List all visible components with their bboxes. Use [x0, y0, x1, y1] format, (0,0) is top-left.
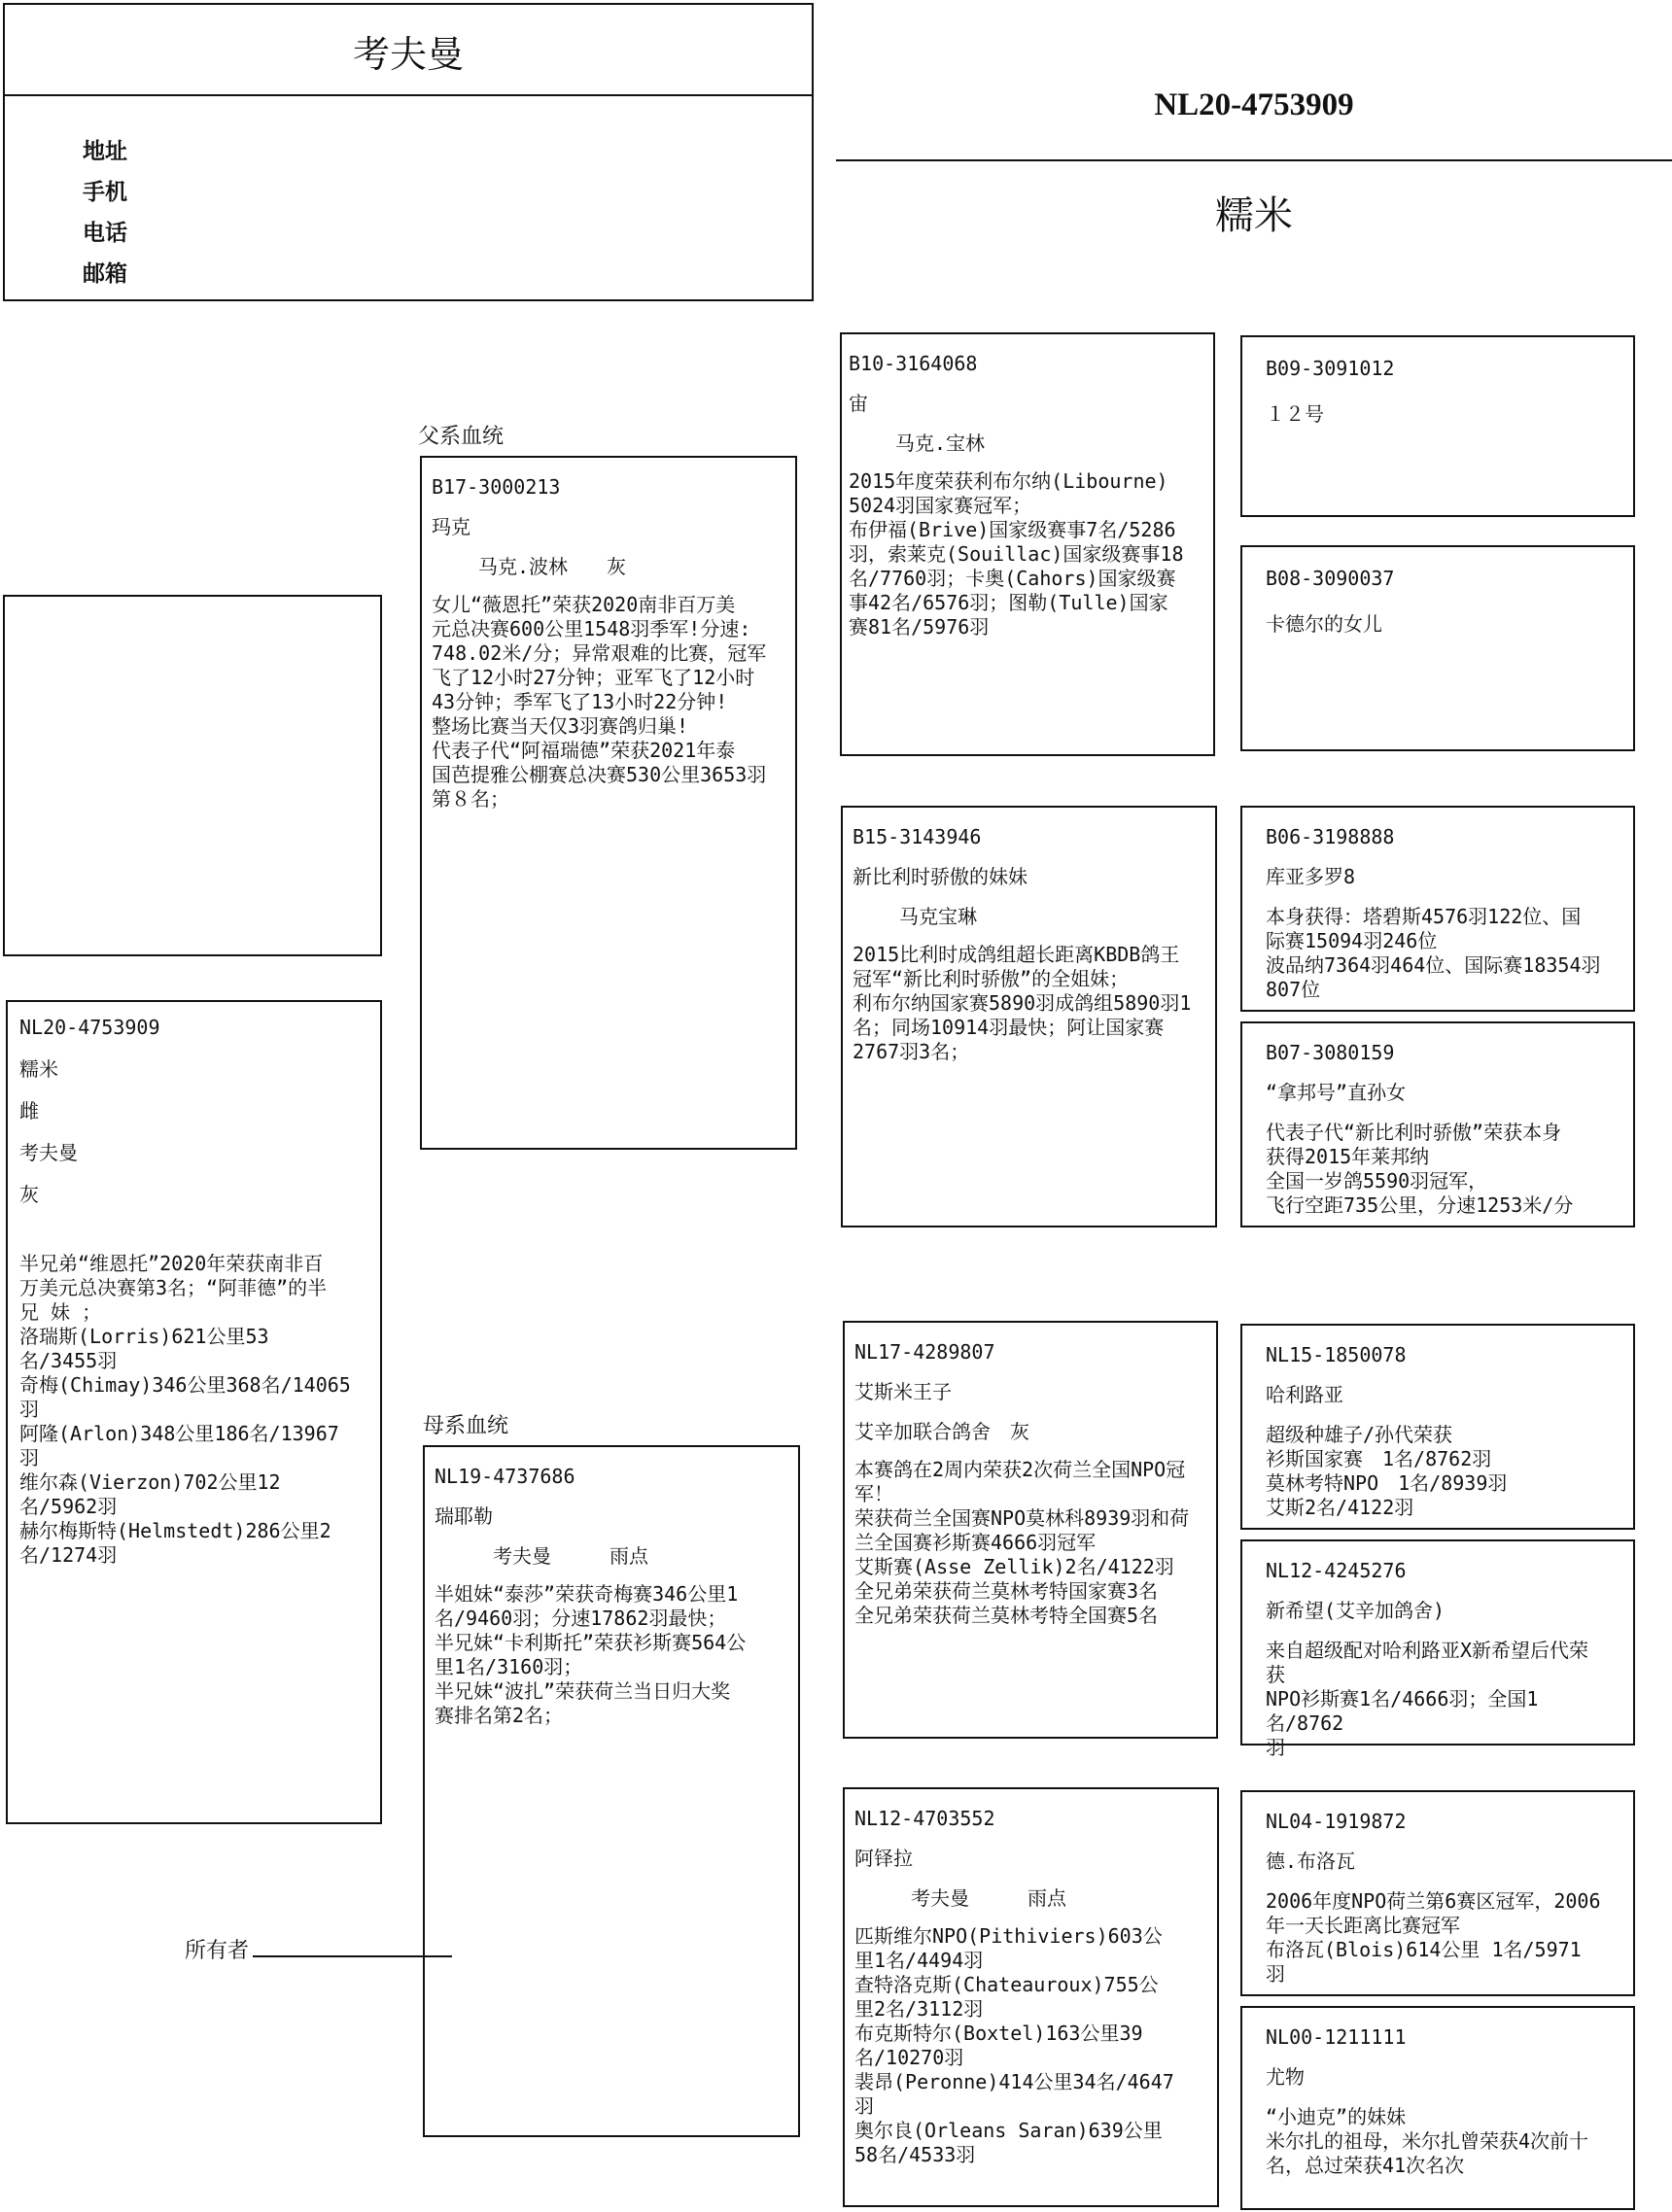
description-line: 2006年度NPO荷兰第6赛区冠军，2006 — [1266, 1889, 1601, 1913]
description-line: 5024羽国家赛冠军； — [849, 494, 1032, 517]
signature-underline — [253, 1936, 452, 1957]
description-line: 2767羽3名； — [853, 1040, 970, 1063]
description-line: 半姐妹“泰莎”荣获奇梅赛346公里1 — [435, 1582, 739, 1606]
dam-dam-box — [843, 1787, 1219, 2207]
dsd-description — [1266, 1639, 1610, 1760]
description-line: 查特洛克斯(Chateauroux)755公 — [854, 1973, 1159, 1996]
dam-sire-sire-box — [1240, 1324, 1635, 1530]
description-line: 全兄弟荣获荷兰莫林考特国家赛3名 — [854, 1579, 1159, 1603]
description-line: 维尔森(Vierzon)702公里12 — [19, 1470, 281, 1494]
dam-dam-breeder: 考夫曼 雨点 — [911, 1886, 1066, 1910]
sdd-description — [1266, 1121, 1610, 1218]
description-line: 代表子代“新比利时骄傲”荣获本身 — [1266, 1121, 1562, 1144]
dam-line-label: 母系血统 — [423, 1414, 509, 1438]
owner-info-box — [3, 3, 814, 301]
description-line: 布伊福(Brive)国家级赛事7名/5286 — [849, 518, 1176, 541]
owner-contact-fields — [83, 133, 127, 296]
description-line: 阿隆(Arlon)348公里186名/13967 — [19, 1422, 339, 1445]
description-line: 807位 — [1266, 978, 1321, 1001]
description-line: 艾斯2名/4122羽 — [1266, 1496, 1414, 1519]
description-line: 奇梅(Chimay)346公里368名/14065 — [19, 1373, 351, 1397]
description-line: 布克斯特尔(Boxtel)163公里39 — [854, 2022, 1143, 2045]
sss-ring: B09-3091012 — [1266, 357, 1395, 380]
description-line: 2015年度荣获利布尔纳(Libourne) — [849, 469, 1168, 493]
sire-dam-box — [841, 806, 1217, 1227]
description-line: 半兄弟“维恩托”2020年荣获南非百 — [19, 1252, 324, 1275]
description-line: 荣获荷兰全国赛NPO莫林科8939羽和荷 — [854, 1506, 1190, 1530]
dam-box — [423, 1445, 800, 2137]
dsd-ring: NL12-4245276 — [1266, 1559, 1407, 1582]
subject-ring: NL20-4753909 — [19, 1016, 160, 1039]
dam-ring: NL19-4737686 — [435, 1465, 575, 1488]
sire-box — [420, 456, 797, 1150]
description-line: 国芭提雅公棚赛总决赛530公里3653羽 — [432, 763, 767, 786]
ssd-name: 卡德尔的女儿 — [1266, 612, 1382, 636]
description-line: 兰全国赛衫斯赛4666羽冠军 — [854, 1531, 1097, 1554]
description-line: 半兄妹“卡利斯托”荣获衫斯赛564公 — [435, 1631, 747, 1654]
description-line: 冠军“新比利时骄傲”的全姐妹； — [853, 967, 1130, 990]
sdd-name: “拿邦号”直孙女 — [1266, 1081, 1407, 1104]
sire-sire-dam-box — [1240, 545, 1635, 751]
owner-divider — [5, 94, 812, 96]
sire-dam-ring: B15-3143946 — [853, 825, 982, 848]
description-line: 名/10270羽 — [854, 2046, 964, 2069]
sire-sire-breeder: 马克.宝林 — [895, 432, 986, 455]
dam-dam-dam-box — [1240, 2006, 1635, 2210]
dam-sire-box — [843, 1321, 1218, 1739]
description-line: 43分钟；季军飞了13小时22分钟! — [432, 690, 728, 713]
description-line: 748.02米/分；异常艰难的比赛，冠军 — [432, 641, 767, 665]
sire-breeder: 马克.波林 灰 — [478, 555, 627, 578]
sire-sire-box — [840, 332, 1215, 756]
sdd-ring: B07-3080159 — [1266, 1041, 1395, 1064]
dam-description — [435, 1582, 788, 1728]
description-line: 赛排名第2名； — [435, 1704, 564, 1727]
sds-name: 库亚多罗8 — [1266, 865, 1356, 888]
description-line: 半兄妹“波扎”荣获荷兰当日归大奖 — [435, 1679, 731, 1703]
description-line: 飞行空距735公里，分速1253米/分 — [1266, 1193, 1574, 1217]
sire-dam-dam-box — [1240, 1021, 1635, 1227]
subject-name: 糯米 — [19, 1057, 58, 1081]
sire-name: 玛克 — [432, 515, 470, 538]
dds-ring: NL04-1919872 — [1266, 1810, 1407, 1833]
title-divider — [836, 159, 1672, 161]
description-line: 里1名/4494羽 — [854, 1949, 984, 1972]
dds-name: 德.布洛瓦 — [1266, 1849, 1356, 1873]
description-line: 全兄弟荣获荷兰莫林考特全国赛5名 — [854, 1604, 1159, 1627]
description-line: 赫尔梅斯特(Helmstedt)286公里2 — [19, 1519, 331, 1542]
description-line: 际赛15094羽246位 — [1266, 929, 1438, 952]
owner-address-label: 地址 — [83, 139, 127, 164]
description-line: 名/5962羽 — [19, 1495, 118, 1518]
description-line: 第８名； — [432, 787, 509, 811]
title-bird-name: 糯米 — [1215, 193, 1293, 238]
sire-dam-breeder: 马克宝琳 — [899, 905, 977, 928]
subject-sex: 雌 — [19, 1099, 39, 1123]
description-line: 羽 — [854, 2094, 874, 2118]
dam-dam-name: 阿铎拉 — [854, 1847, 913, 1870]
description-line: 代表子代“阿福瑞德”荣获2021年泰 — [432, 739, 736, 762]
dss-ring: NL15-1850078 — [1266, 1343, 1407, 1366]
description-line: 整场比赛当天仅3羽赛鸽归巢! — [432, 714, 689, 738]
sire-sire-description — [849, 469, 1206, 639]
dam-dam-description — [854, 1924, 1207, 2167]
description-line: 洛瑞斯(Lorris)621公里53 — [19, 1325, 269, 1348]
dam-sire-dam-box — [1240, 1539, 1635, 1759]
dam-dam-ring: NL12-4703552 — [854, 1807, 995, 1830]
description-line: 布洛瓦(Blois)614公里 1名/5971 — [1266, 1938, 1582, 1961]
description-line: 万美元总决赛第3名；“阿菲德”的半 — [19, 1276, 328, 1299]
description-line: 波品纳7364羽464位、国际赛18354羽 — [1266, 953, 1601, 977]
sire-line-label: 父系血统 — [418, 425, 505, 449]
owner-name: 考夫曼 — [352, 33, 464, 76]
description-line: 飞了12小时27分钟；亚军飞了12小时 — [432, 666, 755, 689]
ssd-ring: B08-3090037 — [1266, 567, 1395, 590]
sds-ring: B06-3198888 — [1266, 825, 1395, 848]
sds-description — [1266, 905, 1610, 1002]
description-line: 名，总过荣获41次名次 — [1266, 2154, 1465, 2177]
dam-sire-breeder: 艾辛加联合鸽舍 灰 — [854, 1420, 1029, 1443]
description-line: 里2名/3112羽 — [854, 1997, 984, 2021]
owner-email-label: 邮箱 — [83, 261, 127, 287]
dam-sire-name: 艾斯米王子 — [854, 1380, 952, 1403]
description-line: 来自超级配对哈利路亚X新希望后代荣 — [1266, 1639, 1589, 1662]
owner-phone-label: 电话 — [83, 221, 127, 246]
owner-mobile-label: 手机 — [83, 180, 127, 205]
description-line: 匹斯维尔NPO(Pithiviers)603公 — [854, 1924, 1163, 1948]
sss-name: １２号 — [1266, 402, 1324, 426]
sire-description — [432, 593, 785, 812]
subject-color: 灰 — [19, 1183, 39, 1206]
description-line: 羽 — [1266, 1962, 1285, 1986]
description-line: 女儿“薇恩托”荣获2020南非百万美 — [432, 593, 736, 616]
description-line: 羽 — [1266, 1736, 1285, 1759]
bird-photo-placeholder — [3, 595, 382, 956]
sire-dam-sire-box — [1240, 806, 1635, 1012]
owner-signature-line — [185, 1934, 452, 1964]
description-line: 58名/4533羽 — [854, 2143, 976, 2166]
dds-description — [1266, 1889, 1610, 1987]
description-line: 兄 妹 ； — [19, 1300, 102, 1324]
dam-dam-sire-box — [1240, 1790, 1635, 1996]
sire-ring: B17-3000213 — [432, 475, 561, 499]
description-line: 获 — [1266, 1663, 1285, 1686]
description-line: 裴昂(Peronne)414公里34名/4647 — [854, 2070, 1174, 2093]
description-line: 超级种雄子/孙代荣获 — [1266, 1423, 1453, 1446]
dsd-name: 新希望(艾辛加鸽舍) — [1266, 1599, 1446, 1622]
description-line: 名/9460羽；分速17862羽最快； — [435, 1607, 727, 1630]
description-line: 赛81名/5976羽 — [849, 615, 990, 639]
description-line: 莫林考特NPO 1名/8939羽 — [1266, 1471, 1508, 1495]
ddd-ring: NL00-1211111 — [1266, 2025, 1407, 2049]
sire-sire-name: 宙 — [849, 392, 868, 415]
dss-name: 哈利路亚 — [1266, 1383, 1343, 1406]
owner-signature-label: 所有者 — [185, 1939, 250, 1963]
description-line: 利布尔纳国家赛5890羽成鸽组5890羽1 — [853, 991, 1192, 1015]
description-line: 元总决赛600公里1548羽季军!分速: — [432, 617, 751, 640]
description-line: 全国一岁鸽5590羽冠军， — [1266, 1169, 1488, 1192]
description-line: 羽 — [19, 1446, 39, 1469]
description-line: 名/1274羽 — [19, 1543, 118, 1567]
description-line: NPO衫斯赛1名/4666羽；全国1名/8762 — [1266, 1687, 1539, 1735]
description-line: 本身获得：塔碧斯4576羽122位、国 — [1266, 905, 1582, 928]
dss-description — [1266, 1423, 1610, 1520]
description-line: 本赛鸽在2周内荣获2次荷兰全国NPO冠 — [854, 1458, 1186, 1481]
subject-bird-box — [6, 1000, 382, 1824]
title-ring-number: NL20-4753909 — [1154, 87, 1354, 122]
description-line: 名/3455羽 — [19, 1349, 118, 1372]
description-line: 羽 — [19, 1398, 39, 1421]
sire-sire-sire-box — [1240, 335, 1635, 517]
description-line: 军！ — [854, 1482, 893, 1505]
description-line: “小迪克”的妹妹 — [1266, 2105, 1407, 2128]
description-line: 衫斯国家赛 1名/8762羽 — [1266, 1447, 1492, 1470]
dam-sire-description — [854, 1458, 1206, 1628]
description-line: 奥尔良(Orleans Saran)639公里 — [854, 2119, 1163, 2142]
description-line: 名；同场10914羽最快；阿让国家赛 — [853, 1016, 1165, 1039]
sire-dam-description — [853, 943, 1205, 1064]
description-line: 年一天长距离比赛冠军 — [1266, 1914, 1460, 1937]
description-line: 羽，索莱克(Souillac)国家级赛事18 — [849, 542, 1184, 566]
subject-breeder: 考夫曼 — [19, 1141, 78, 1164]
description-line: 2015比利时成鸽组超长距离KBDB鸽王 — [853, 943, 1180, 966]
dam-sire-ring: NL17-4289807 — [854, 1340, 995, 1364]
description-line: 获得2015年莱邦纳 — [1266, 1145, 1430, 1168]
dam-name: 瑞耶勒 — [435, 1504, 493, 1528]
sire-sire-ring: B10-3164068 — [849, 352, 978, 375]
subject-description — [19, 1252, 368, 1568]
description-line: 米尔扎的祖母，米尔扎曾荣获4次前十 — [1266, 2129, 1589, 2153]
description-line: 名/7760羽；卡奥(Cahors)国家级赛 — [849, 567, 1176, 590]
ddd-name: 尤物 — [1266, 2065, 1305, 2089]
description-line: 里1名/3160羽； — [435, 1655, 583, 1678]
description-line: 事42名/6576羽；图勒(Tulle)国家 — [849, 591, 1168, 614]
dam-breeder: 考夫曼 雨点 — [493, 1544, 648, 1568]
description-line: 艾斯赛(Asse Zellik)2名/4122羽 — [854, 1555, 1174, 1578]
ddd-description — [1266, 2105, 1610, 2178]
sire-dam-name: 新比利时骄傲的妹妹 — [853, 865, 1028, 888]
